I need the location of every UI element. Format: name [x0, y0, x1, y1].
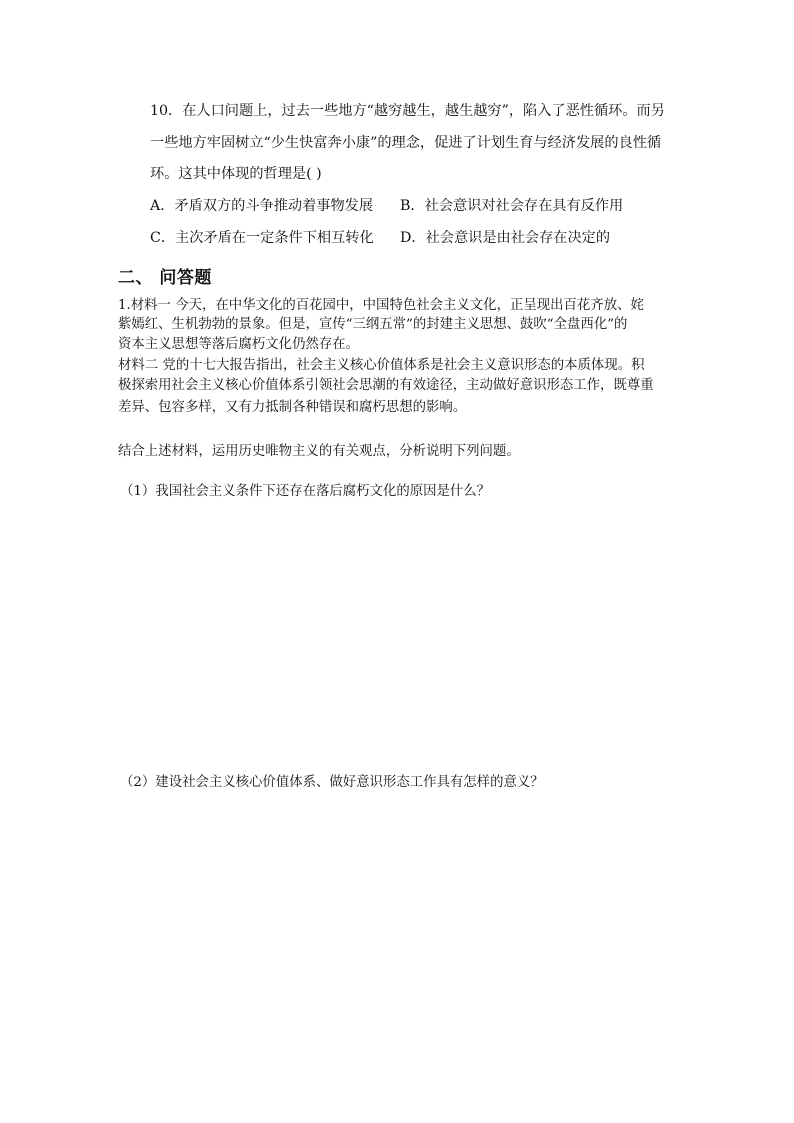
question-10-line-1: 10．在人口问题上，过去一些地方“越穷越生，越生越穷”，陷入了恶性循环。而另 [150, 103, 665, 119]
material-line: 极探索用社会主义核心价值体系引领社会思潮的有效途径，主动做好意识形态工作，既尊重 [118, 378, 654, 393]
material-line: 1.材料一 今天，在中华文化的百花园中，中国特色社会主义文化，正呈现出百花齐放、姹 [118, 298, 644, 313]
options-row-1 [150, 197, 623, 215]
material-line: 资本主义思想等落后腐朽文化仍然存在。 [118, 337, 360, 352]
material-line: 材料二 党的十七大报告指出，社会主义核心价值体系是社会主义意识形态的本质体现。积 [118, 358, 645, 373]
sub-question-2: （2）建设社会主义核心价值体系、做好意识形态工作具有怎样的意义？ [120, 775, 544, 790]
material-line: 紫嫣红、生机勃勃的景象。但是，宣传“三纲五常”的封建主义思想、鼓吹“全盘西化”的 [118, 317, 628, 332]
option-c: C．主次矛盾在一定条件下相互转化 [150, 230, 374, 246]
material-line: 差异、包容多样，又有力抵制各种错误和腐朽思想的影响。 [118, 400, 467, 415]
section-title: 二、 问答题 [118, 268, 212, 288]
sub-question-1: （1）我国社会主义条件下还存在落后腐朽文化的原因是什么？ [120, 484, 491, 499]
option-b: B．社会意识对社会存在具有反作用 [400, 198, 624, 214]
question-10-line-2: 一些地方牢固树立“少生快富奔小康”的理念，促进了计划生育与经济发展的良性循 [150, 135, 662, 151]
option-d: D．社会意识是由社会存在决定的 [400, 230, 611, 246]
options-row-2 [150, 229, 610, 247]
option-a: A．矛盾双方的斗争推动着事物发展 [150, 198, 374, 214]
question-10-line-3: 环。这其中体现的哲理是( ) [150, 166, 322, 182]
question-prompt: 结合上述材料，运用历史唯物主义的有关观点，分析说明下列问题。 [118, 444, 520, 459]
